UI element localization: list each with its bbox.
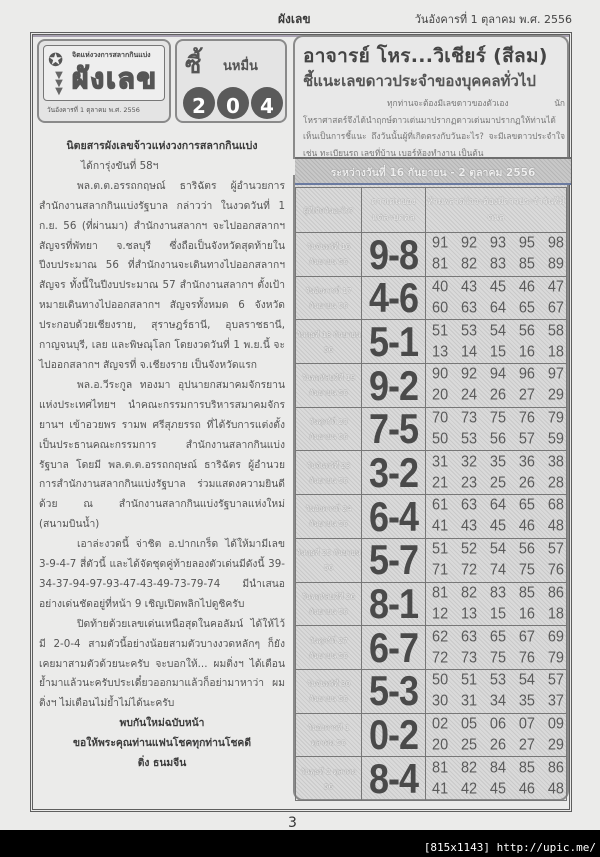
lucky-number: 35 — [518, 692, 535, 710]
lucky-number: 46 — [518, 278, 535, 296]
lucky-number: 51 — [432, 540, 449, 558]
lucky-number: 26 — [518, 473, 535, 492]
lucky-number: 45 — [489, 278, 507, 296]
lucky-number: 92 — [460, 365, 478, 384]
number-line — [432, 297, 564, 320]
number-line — [432, 713, 564, 736]
article-paragraph: ปิดท้ายด้วยเลขเด่นเหนือสุดในคอลัมน์ ได้ให้ไว้มี 2-0-4 สามตัวนี้อย่างน้อยสามตัวบางงวดหลักๆ ก็ยังเคยมาสามตัวด้วยนะครับ จะบอกให้... ผมติ่งฯ ได้เตือนย้ำมาแล้วนะครับประเดี๋ยวออกมาแล้วก็อย่ามาหาว่า ผมติ่งฯ ไม่เตือนไม่ย้ำไม่ได้นะครับ — [39, 617, 285, 710]
birth-day: วันพฤหัสบดีที่ 19 กันยายน 56 — [296, 364, 362, 408]
lucky-number: 27 — [518, 736, 535, 754]
lucky-number: 47 — [547, 278, 564, 296]
lucky-number: 06 — [489, 715, 507, 733]
lucky-number: 75 — [489, 409, 507, 427]
lucky-number: 43 — [460, 517, 478, 536]
table-row — [296, 757, 567, 801]
lucky-number: 29 — [547, 736, 564, 754]
lucky-number: 96 — [518, 365, 535, 384]
column-logo — [175, 39, 287, 123]
issue-date: วันอังคารที่ 1 ตุลาคม พ.ศ. 2556 — [414, 13, 572, 26]
table-row — [296, 320, 567, 364]
lucky-number: 41 — [432, 779, 449, 798]
col-header-numbers: ห้ามพลาดใจจะต้องมีดาวประจำวันที่มีคนล — [426, 188, 567, 233]
lucky-number: 20 — [432, 736, 449, 754]
lucky-numbers-cell — [426, 669, 567, 713]
number-line — [432, 515, 564, 538]
lucky-number: 63 — [460, 496, 478, 515]
lucky-number: 83 — [489, 255, 507, 274]
lucky-number: 48 — [547, 779, 564, 798]
table-period: ระหว่างวันที่ 16 กันยายน - 2 ตุลาคม 2556 — [295, 157, 571, 185]
lucky-number: 41 — [432, 517, 449, 536]
lucky-number: 59 — [547, 430, 564, 448]
astrologer-title: อาจารย์ โหร...วิเชียร์ (สีลม) — [303, 45, 548, 67]
lucky-number-table-box — [293, 167, 569, 802]
lucky-number: 84 — [489, 758, 507, 777]
lucky-number: 56 — [518, 540, 535, 558]
lucky-number: 13 — [432, 342, 449, 361]
lucky-number: 26 — [489, 736, 507, 754]
lucky-numbers-cell — [426, 626, 567, 670]
star-pair: 8-4 — [362, 753, 426, 803]
lucky-numbers-cell — [426, 451, 567, 495]
lucky-number: 61 — [432, 496, 449, 515]
lucky-number: 67 — [518, 627, 535, 646]
lucky-number: 98 — [547, 234, 564, 253]
lucky-number: 31 — [460, 692, 478, 710]
lucky-number: 36 — [518, 452, 535, 471]
lucky-number: 54 — [489, 540, 507, 558]
lucky-number: 16 — [518, 604, 535, 623]
lucky-number: 38 — [547, 452, 564, 471]
lucky-number: 18 — [547, 604, 564, 623]
lucky-number: 16 — [518, 342, 535, 361]
lucky-number: 12 — [432, 604, 449, 623]
table-row — [296, 669, 567, 713]
column-brand-sub: นหมื่น — [223, 59, 258, 74]
number-line — [432, 625, 564, 648]
number-line — [432, 428, 564, 451]
lucky-number: 07 — [518, 715, 535, 733]
lucky-number: 69 — [547, 627, 564, 646]
gear-digit: 2 — [185, 89, 213, 117]
lucky-number: 56 — [489, 430, 507, 448]
number-line — [432, 757, 564, 780]
closing-line: ขอให้พระคุณท่านแฟนโชคทุกท่านโชคดี — [72, 737, 252, 750]
lucky-number: 58 — [547, 321, 564, 340]
lucky-number: 74 — [489, 561, 507, 579]
newspaper-logo — [37, 39, 171, 123]
number-line — [432, 232, 564, 255]
birth-day: วันพุธที่ 18 กันยายน 56 — [296, 320, 362, 364]
author-name: ติ่ง ธนมจีน — [137, 757, 187, 770]
star-pair: 8-1 — [362, 579, 426, 629]
lucky-number: 21 — [432, 473, 449, 492]
lucky-number: 75 — [518, 561, 535, 579]
number-line — [432, 538, 564, 561]
lucky-number: 57 — [518, 430, 535, 448]
lucky-number: 90 — [432, 365, 449, 384]
lucky-number: 30 — [432, 692, 449, 710]
lucky-number: 05 — [460, 715, 478, 733]
table-row — [296, 233, 567, 277]
star-pair: 3-2 — [362, 448, 426, 498]
lucky-number: 25 — [489, 473, 507, 492]
lucky-number: 43 — [460, 278, 478, 296]
article-heading: นิตยสารผังเลขจ้าวแห่งวงการสลากกินแบ่ง — [66, 140, 258, 152]
lucky-number: 65 — [518, 299, 535, 317]
star-icon: ✪ — [48, 50, 64, 71]
table-row — [296, 451, 567, 495]
table-row — [296, 713, 567, 757]
table-row — [296, 276, 567, 320]
lucky-number: 53 — [460, 321, 478, 340]
lucky-numbers-cell — [426, 495, 567, 539]
lucky-number: 18 — [547, 342, 564, 361]
lucky-number: 62 — [432, 627, 449, 646]
lucky-number: 15 — [489, 342, 507, 361]
lucky-number: 82 — [460, 758, 478, 777]
lucky-number: 71 — [432, 561, 449, 579]
lucky-number: 37 — [547, 692, 564, 710]
gear-digit: 0 — [219, 89, 247, 117]
lucky-number: 60 — [432, 299, 449, 317]
article-paragraph: พล.อ.วีระกูล ทองมา อุปนายกสมาคมจักรยานแห่งประเทศไทยฯ นำคณะกรรมการบริหารสมาคมจักรยานฯ เข้าอวยพร รามพ ศรีสุภยรรถ ที่ได้รับการแต่งตั้งเป็นประธานคณะกรรมการ สำนักงานสลากกินแบ่งรัฐบาล โดยมี พล.ต.ต.อรรถกฤษณ์ ธาริฉัตร ผู้อำนวยการสำนักงานสลากกินแบ่งรัฐบาล ร่วมแสดงความยินดีด้วย ณ สำนักงานสลากกินแบ่งรัฐบาลแห่งใหม่ (สนามบินน้ำ) — [39, 378, 285, 531]
lucky-number: 86 — [547, 758, 564, 777]
lucky-numbers-cell — [426, 276, 567, 320]
lucky-number: 50 — [432, 671, 449, 689]
lucky-numbers-cell — [426, 320, 567, 364]
lucky-number: 57 — [547, 540, 564, 558]
lucky-number: 46 — [518, 517, 535, 536]
lucky-number: 85 — [518, 758, 535, 777]
number-line — [432, 472, 564, 495]
logo-subtitle: จิตแห่งวงการสลากกินแบ่ง — [72, 51, 151, 59]
star-pair: 5-1 — [362, 317, 426, 367]
birth-day: วันอังคารที่ 17 กันยายน 56 — [296, 276, 362, 320]
lucky-number: 68 — [547, 496, 564, 515]
star-pair: 0-2 — [362, 710, 426, 760]
lucky-number: 72 — [432, 648, 449, 667]
astrologer-intro — [303, 95, 565, 161]
lucky-number: 85 — [518, 255, 535, 274]
star-pair: 6-4 — [362, 491, 426, 541]
lucky-number: 52 — [460, 540, 478, 558]
lucky-number: 56 — [518, 321, 535, 340]
lucky-number: 51 — [432, 321, 449, 340]
lucky-number: 51 — [460, 671, 478, 689]
lucky-number: 24 — [460, 386, 478, 405]
lucky-number: 93 — [489, 234, 507, 253]
lucky-number: 23 — [460, 473, 478, 492]
lucky-number: 13 — [460, 604, 478, 623]
left-article-body — [39, 137, 285, 774]
page-header — [0, 6, 600, 30]
lucky-number: 76 — [518, 648, 535, 667]
lucky-numbers-cell — [426, 233, 567, 277]
star-pair: 5-7 — [362, 535, 426, 585]
number-line — [432, 734, 564, 757]
lucky-number: 94 — [489, 365, 507, 384]
lucky-number: 65 — [518, 496, 535, 515]
astrologer-header — [293, 35, 569, 159]
lucky-number: 53 — [489, 671, 507, 689]
table-row — [296, 407, 567, 451]
lucky-number: 34 — [489, 692, 507, 710]
lucky-number: 50 — [432, 430, 449, 448]
lucky-number: 63 — [460, 627, 478, 646]
star-pair: 4-6 — [362, 273, 426, 323]
number-line — [432, 778, 564, 801]
star-pair: 9-8 — [362, 229, 426, 279]
number-line — [432, 407, 564, 430]
lucky-number: 70 — [432, 409, 449, 427]
lucky-number: 73 — [460, 648, 478, 667]
lucky-numbers-cell — [426, 713, 567, 757]
lucky-number: 46 — [518, 779, 535, 798]
birth-day: วันศุกร์ที่ 20 กันยายน 56 — [296, 407, 362, 451]
image-watermark: [815x1143] http://upic.me/ — [423, 841, 596, 854]
table-row — [296, 626, 567, 670]
lucky-number: 75 — [489, 648, 507, 667]
number-line — [432, 646, 564, 669]
lucky-number: 28 — [547, 473, 564, 492]
article-paragraph: เอาล่ะงวดนี้ จ่าชิต อ.ปากเกร็ด ได้ให้มามีเลข 3-9-4-7 สี่ตัวนี้ และได้จัดชุดคู่ท้ายลองตัวเด่นมีดังนี้ 39-34-37-94-97-93-47-43-49-73-79-74 มีนำเสนออย่างเด่นชัดอยู่ที่หน้า 9 เชิญเปิดพลิกไปดูชิครับ — [39, 538, 285, 610]
chevron-emblem-icon: ▼ ▼ ▼ — [55, 70, 63, 97]
lucky-number: 95 — [518, 234, 535, 253]
article-subheading: ได้การุ่งขันที่ 58ฯ — [81, 159, 159, 172]
lucky-number: 85 — [518, 583, 535, 602]
lucky-number: 15 — [489, 604, 507, 623]
lucky-number: 81 — [432, 255, 449, 274]
lucky-number: 76 — [547, 561, 564, 579]
lucky-numbers-cell — [426, 364, 567, 408]
lucky-number: 35 — [489, 452, 507, 471]
column-brand: ซี้ — [185, 51, 202, 79]
col-header-birthday: ผู้ที่เกิดวันอะไร? — [296, 188, 362, 233]
lucky-number: 82 — [460, 255, 478, 274]
logo-title: ผังเลข — [72, 62, 158, 95]
number-line — [432, 341, 564, 364]
lucky-number: 79 — [547, 648, 564, 667]
left-column — [33, 35, 291, 809]
birth-day: วันพุธที่ 25 กันยายน 56 — [296, 538, 362, 582]
lucky-number: 27 — [518, 386, 535, 405]
col-header-star-pair: ดาวเด่นของแต่ละบุคคล — [362, 188, 426, 233]
number-line — [432, 690, 564, 713]
lucky-number: 26 — [489, 386, 507, 405]
number-line — [432, 253, 564, 276]
right-column — [293, 35, 569, 809]
lucky-number: 53 — [460, 430, 478, 448]
lucky-number: 79 — [547, 409, 564, 427]
star-pair: 6-7 — [362, 622, 426, 672]
number-line — [432, 582, 564, 605]
section-name: ผังเลข — [278, 12, 311, 26]
lucky-number: 67 — [547, 299, 564, 317]
table-row — [296, 582, 567, 626]
table-row — [296, 495, 567, 539]
birth-day: วันพุธที่ 2 ตุลาคม 56 — [296, 757, 362, 801]
lucky-number: 81 — [432, 583, 449, 602]
lucky-number: 64 — [489, 496, 507, 515]
birth-day: วันศุกร์ที่ 27 กันยายน 56 — [296, 626, 362, 670]
lucky-number: 64 — [489, 299, 507, 317]
lucky-number: 42 — [460, 779, 478, 798]
lucky-numbers-cell — [426, 757, 567, 801]
number-line — [432, 384, 564, 407]
number-line — [432, 669, 564, 692]
lucky-number: 81 — [432, 758, 449, 777]
number-line — [432, 603, 564, 626]
lucky-number: 76 — [518, 409, 535, 427]
lucky-number: 97 — [547, 365, 564, 384]
lucky-number: 72 — [460, 561, 478, 579]
lucky-number: 29 — [547, 386, 564, 405]
birth-day: วันอังคารที่ 24 กันยายน 56 — [296, 495, 362, 539]
lucky-number: 86 — [547, 583, 564, 602]
lucky-number: 48 — [547, 517, 564, 536]
lucky-number: 02 — [432, 715, 449, 733]
lucky-number: 40 — [432, 278, 449, 296]
page-number: 3 — [288, 815, 297, 831]
table-row — [296, 538, 567, 582]
lucky-number: 73 — [460, 409, 478, 427]
lucky-number: 20 — [432, 386, 449, 405]
lucky-numbers-cell — [426, 538, 567, 582]
star-pair: 5-3 — [362, 666, 426, 716]
number-line — [432, 276, 564, 299]
lucky-number: 65 — [489, 627, 507, 646]
lucky-number: 83 — [489, 583, 507, 602]
astrologer-subtitle: ชี้แนะเลขดาวประจำของบุคคลทั่วไป — [303, 72, 536, 90]
table-row — [296, 364, 567, 408]
column-number — [185, 89, 281, 117]
number-line — [432, 320, 564, 343]
lucky-number: 89 — [547, 255, 564, 274]
logo-banner — [43, 45, 165, 101]
lucky-number: 31 — [432, 452, 449, 471]
closing-line: พบกันใหม่ฉบับหน้า — [119, 717, 205, 730]
birth-day: วันจันทร์ที่ 23 กันยายน 56 — [296, 451, 362, 495]
birth-day: วันจันทร์ที่ 16 กันยายน 56 — [296, 233, 362, 277]
lucky-number: 25 — [460, 736, 478, 754]
number-line — [432, 451, 564, 474]
number-line — [432, 559, 564, 582]
lucky-number: 63 — [460, 299, 478, 317]
lucky-number: 54 — [489, 321, 507, 340]
star-pair: 9-2 — [362, 360, 426, 410]
birth-day: วันอังคารที่ 1 ตุลาคม 56 — [296, 713, 362, 757]
star-pair: 7-5 — [362, 404, 426, 454]
lucky-number: 54 — [518, 671, 535, 689]
lucky-number: 82 — [460, 583, 478, 602]
article-paragraph: พล.ต.ต.อรรถกฤษณ์ ธาริฉัตร ผู้อำนวยการสำนักงานสลากกินแบ่งรัฐบาล กล่าวว่า ในงวดวันที่ 1 ก.ย. 56 (ที่ผ่านมา) สำนักงานสลากฯ จะไปออกสลากฯ สัญจรที่พัทยา จ.ชลบุรี ซึ่งถือเป็นจังหวัดสุดท้ายในปีงบประมาณ 56 ที่สำนักงานจะเดินทางไปออกสลากฯ สัญจร ทั้งนี้ในปีงบประมาณ 57 สำนักงานสลากฯ ตั้งเป้าหมายเดินทางไปออกสลากฯ สัญจรทั้งหมด 6 จังหวัด ประกอบด้วยเชียงราย, สุราษฎร์ธานี, อุบลราชธานี, กาญจนบุรี, เลย และพิษณุโลก โดยงวดวันที่ 1 พ.ย.นี้ จะไปออกสลากฯ สัญจรที่ จ.เชียงราย เป็นจังหวัดแรก — [39, 179, 285, 371]
lucky-number: 91 — [432, 234, 449, 253]
lucky-number-table — [295, 187, 567, 801]
logo-date: วันอังคารที่ 1 ตุลาคม พ.ศ. 2556 — [47, 106, 140, 114]
lucky-number: 32 — [460, 452, 478, 471]
lucky-number: 09 — [547, 715, 564, 733]
lucky-numbers-cell — [426, 407, 567, 451]
gear-digit: 4 — [253, 89, 281, 117]
lucky-number: 92 — [460, 234, 478, 253]
lucky-numbers-cell — [426, 582, 567, 626]
lucky-number: 14 — [460, 342, 478, 361]
lucky-number: 57 — [547, 671, 564, 689]
birth-day: วันจันทร์ที่ 30 กันยายน 56 — [296, 669, 362, 713]
birth-day: วันพฤหัสบดีที่ 26 กันยายน 56 — [296, 582, 362, 626]
lucky-number: 45 — [489, 517, 507, 536]
intro-text: ทุกท่านจะต้องมีเลขดาวของตัวเอง นักโหราศาสตร์จึงได้นำฤกษ์ดาวเด่นมาปรากฏดาวเด่นมาปรากฏให้ท่านได้เห็นเป็นการชี้แนะ ถึงวันนั้นผู้ที่เกิดตรงกับวันอะไร? จะมีเลขดาวประจำใจ เช่น ทะเบียนรถ เลขที่บ้าน เบอร์ห้องทำงาน เป็นต้น — [303, 98, 565, 158]
lucky-number: 45 — [489, 779, 507, 798]
